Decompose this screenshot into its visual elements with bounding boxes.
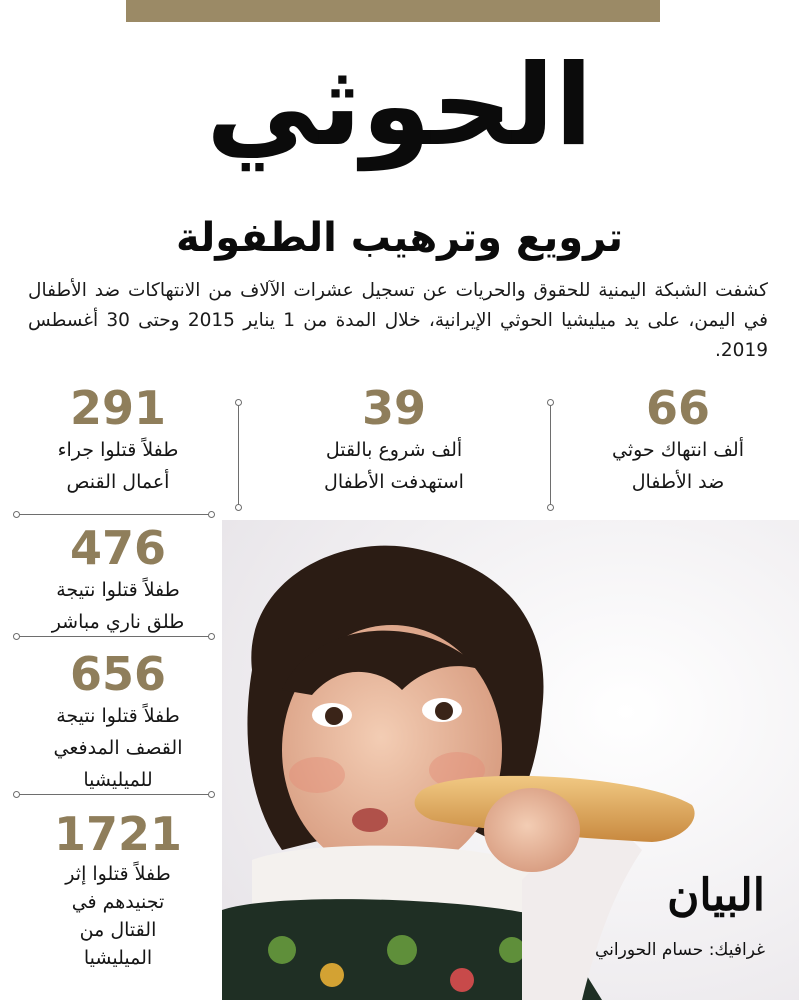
stat-gunfire — [18, 522, 218, 638]
stat-label: طفلاً قتلوا جراء — [57, 439, 179, 461]
stat-sniping — [18, 382, 218, 498]
stat-violations — [568, 382, 788, 498]
stat-label: ألف شروع بالقتل — [325, 439, 463, 461]
stat-recruitment — [18, 808, 218, 972]
stat-number: 476 — [69, 521, 167, 575]
stat-number: 291 — [69, 381, 167, 435]
stat-label: تجنيدهم في — [71, 891, 165, 913]
stat-label: طفلاً قتلوا إثر — [65, 863, 171, 885]
page-subtitle: ترويع وترهيب الطفولة — [176, 215, 623, 261]
stat-label: طفلاً قتلوا نتيجة — [56, 705, 180, 727]
stat-killing-attempts — [262, 382, 526, 498]
stat-label: القصف المدفعي — [53, 737, 183, 759]
child-photo — [222, 520, 799, 1000]
stat-label: ضد الأطفال — [631, 471, 725, 493]
intro-paragraph: كشفت الشبكة اليمنية للحقوق والحريات عن تسجيل عشرات الآلاف من الانتهاكات ضد الأطفال في اليمن، على يد ميليشيا الحوثي الإيرانية، خلال المدة من 1 يناير 2015 وحتى 30 أغسطس 2019. — [28, 280, 768, 361]
stat-number: 66 — [645, 381, 710, 435]
stat-shelling — [18, 648, 218, 796]
stat-number: 1721 — [53, 807, 183, 861]
stat-label: طلق ناري مباشر — [51, 611, 185, 633]
stat-number: 656 — [69, 647, 167, 701]
graphic-credit: غرافيك: حسام الحوراني — [595, 940, 765, 960]
divider-horizontal — [16, 636, 212, 637]
divider-horizontal — [16, 794, 212, 795]
stat-number: 39 — [361, 381, 426, 435]
stat-label: القتال من — [79, 919, 157, 941]
stat-label: الميليشيا — [83, 947, 153, 969]
stat-label: طفلاً قتلوا نتيجة — [56, 579, 180, 601]
stat-label: استهدفت الأطفال — [324, 471, 464, 493]
stat-label: ألف انتهاك حوثي — [611, 439, 744, 461]
albayan-logo: البيان — [667, 870, 765, 921]
page-title: الحوثي — [206, 41, 593, 171]
divider-vertical — [238, 402, 239, 508]
stat-label: للميليشيا — [83, 769, 153, 791]
divider-vertical — [550, 402, 551, 508]
top-accent-bar — [126, 0, 660, 22]
divider-horizontal — [16, 514, 212, 515]
stat-label: أعمال القنص — [66, 471, 170, 493]
